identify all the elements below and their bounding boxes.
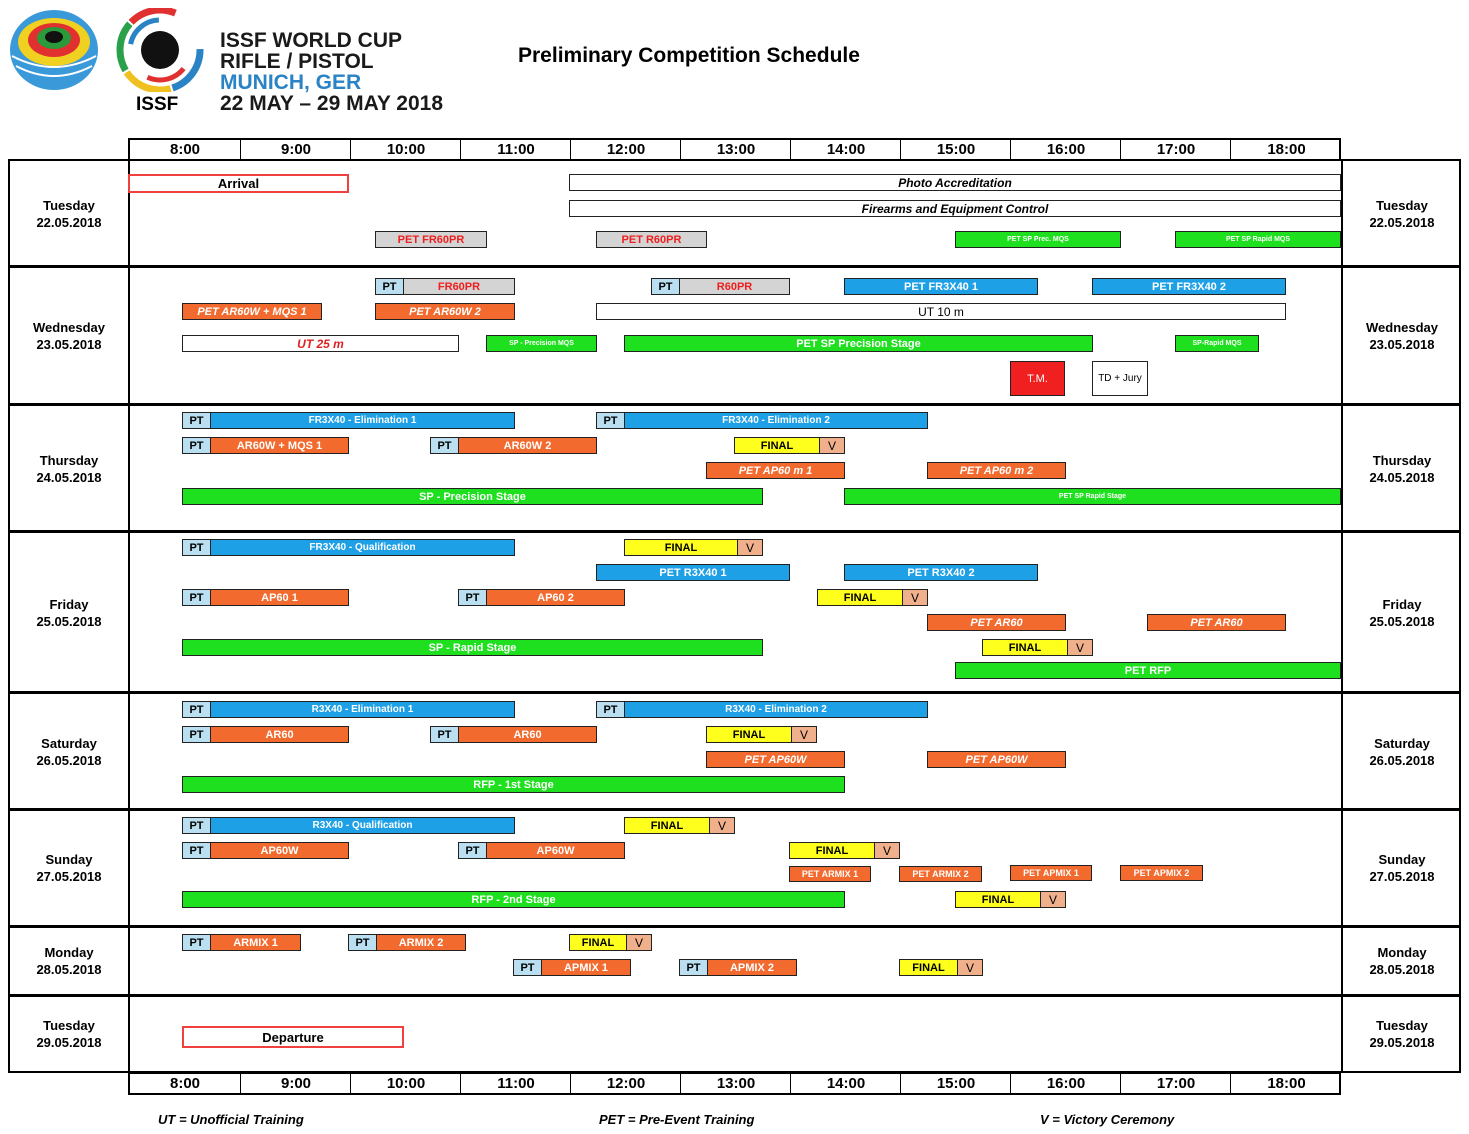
time-label: 14:00 (790, 1074, 901, 1093)
day-label: Sunday 27.05.2018 (36, 852, 102, 884)
time-label: 10:00 (350, 140, 461, 159)
day-label: Monday 28.05.2018 (1369, 945, 1435, 977)
event-block[interactable]: Departure (182, 1026, 404, 1048)
event-block[interactable]: PET SP Precision Stage (624, 335, 1093, 352)
event-block[interactable]: FINAL V (706, 726, 817, 743)
event-block[interactable]: PET R3X40 2 (844, 564, 1038, 581)
time-label: 15:00 (900, 140, 1011, 159)
issf-target-logo (8, 8, 100, 92)
event-block[interactable]: PT FR60PR (375, 278, 515, 295)
event-block[interactable]: T.M. (1010, 361, 1065, 396)
title-line: 22 MAY – 29 MAY 2018 (220, 92, 444, 115)
event-block[interactable]: PET AR60W + MQS 1 (182, 303, 322, 320)
event-block[interactable]: PET AP60W (706, 751, 845, 768)
day-label: Monday 28.05.2018 (36, 945, 102, 977)
event-block[interactable]: TD + Jury (1092, 361, 1148, 396)
legend-ut: UT = Unofficial Training (158, 1112, 304, 1127)
event-block[interactable]: PET AP60W (927, 751, 1066, 768)
event-block[interactable]: PET AR60 (1147, 614, 1286, 631)
event-block[interactable]: PT R60PR (651, 278, 790, 295)
event-block[interactable]: PT AP60W (182, 842, 349, 859)
day-label: Saturday 26.05.2018 (36, 736, 102, 768)
event-block[interactable]: PET AR60W 2 (375, 303, 515, 320)
event-block[interactable]: PET SP Rapid Stage (844, 488, 1341, 505)
time-label: 9:00 (240, 140, 351, 159)
event-block[interactable]: PET SP Prec. MQS (955, 231, 1121, 248)
event-block[interactable]: UT 25 m (182, 335, 459, 352)
issf-label: ISSF (136, 94, 179, 115)
event-block[interactable]: PT R3X40 - Qualification (182, 817, 515, 834)
event-block[interactable]: FINAL V (789, 842, 900, 859)
event-block[interactable]: SP - Rapid Stage (182, 639, 763, 656)
event-block[interactable]: Firearms and Equipment Control (569, 200, 1341, 217)
event-block[interactable]: Arrival (128, 174, 349, 193)
event-block[interactable]: PT ARMIX 1 (182, 934, 301, 951)
event-block[interactable]: PT AP60 1 (182, 589, 349, 606)
event-block[interactable]: PT AR60W + MQS 1 (182, 437, 349, 454)
time-label: 18:00 (1230, 140, 1342, 159)
time-label: 9:00 (240, 1074, 351, 1093)
event-block[interactable]: PT FR3X40 - Elimination 2 (596, 412, 928, 429)
event-block[interactable]: FINAL V (734, 437, 845, 454)
event-block[interactable]: PET R60PR (596, 231, 707, 248)
schedule-title: Preliminary Competition Schedule (518, 44, 860, 67)
event-block[interactable]: FINAL V (982, 639, 1093, 656)
day-label: Tuesday 22.05.2018 (36, 198, 102, 230)
event-block[interactable]: PET ARMIX 2 (899, 866, 982, 882)
time-label: 13:00 (680, 1074, 791, 1093)
day-label: Wednesday 23.05.2018 (32, 320, 105, 352)
event-block[interactable]: SP - Precision Stage (182, 488, 763, 505)
day-label: Thursday 24.05.2018 (1369, 453, 1435, 485)
event-block[interactable]: UT 10 m (596, 303, 1286, 320)
event-block[interactable]: PET AP60 m 1 (706, 462, 845, 479)
event-block[interactable]: PT AP60 2 (458, 589, 625, 606)
time-label: 8:00 (169, 1075, 201, 1092)
event-block[interactable]: FINAL V (624, 817, 735, 834)
day-label: Tuesday 22.05.2018 (1369, 198, 1435, 230)
event-block[interactable]: PT APMIX 1 (513, 959, 631, 976)
event-block[interactable]: PT AR60 (430, 726, 597, 743)
event-block[interactable]: FINAL V (955, 891, 1066, 908)
event-block[interactable]: SP - Precision MQS (486, 335, 597, 352)
title-line: ISSF WORLD CUP (220, 29, 402, 52)
event-block[interactable]: PT R3X40 - Elimination 1 (182, 701, 515, 718)
event-block[interactable]: PT AR60 (182, 726, 349, 743)
event-block[interactable]: PT AP60W (458, 842, 625, 859)
event-block[interactable]: PET ARMIX 1 (789, 866, 871, 882)
day-label: Tuesday 29.05.2018 (1369, 1018, 1435, 1050)
event-block[interactable]: FINAL V (899, 959, 983, 976)
event-block[interactable]: PET APMIX 1 (1010, 865, 1092, 881)
time-label: 11:00 (460, 140, 571, 159)
time-label: 18:00 (1230, 1074, 1342, 1093)
day-label: Friday 25.05.2018 (36, 597, 102, 629)
world-cup-logo (114, 8, 206, 92)
event-block[interactable]: PT FR3X40 - Qualification (182, 539, 515, 556)
event-block[interactable]: PT APMIX 2 (679, 959, 797, 976)
title-line: RIFLE / PISTOL (220, 50, 374, 73)
event-block[interactable]: PET R3X40 1 (596, 564, 790, 581)
time-label: 11:00 (460, 1074, 571, 1093)
day-label: Tuesday 29.05.2018 (36, 1018, 102, 1050)
day-label: Sunday 27.05.2018 (1369, 852, 1435, 884)
event-block[interactable]: Photo Accreditation (569, 174, 1341, 191)
time-label: 17:00 (1120, 1074, 1231, 1093)
event-block[interactable]: PT ARMIX 2 (348, 934, 466, 951)
event-title (220, 30, 443, 114)
time-axis-top (128, 138, 1341, 161)
time-label: 16:00 (1010, 140, 1121, 159)
event-block[interactable]: PET AP60 m 2 (927, 462, 1066, 479)
event-block[interactable]: PET AR60 (927, 614, 1066, 631)
time-axis-bottom (128, 1072, 1341, 1095)
event-block[interactable]: PET FR3X40 1 (844, 278, 1038, 295)
event-block[interactable]: PET RFP (955, 662, 1341, 679)
time-label: 12:00 (570, 1074, 681, 1093)
event-block[interactable]: RFP - 1st Stage (182, 776, 845, 793)
event-block[interactable]: PET FR60PR (375, 231, 487, 248)
title-line: MUNICH, GER (220, 71, 362, 94)
time-label: 8:00 (169, 141, 201, 158)
event-block[interactable]: PET APMIX 2 (1120, 865, 1203, 881)
event-block[interactable]: PT AR60W 2 (430, 437, 597, 454)
event-block[interactable]: FINAL V (624, 539, 763, 556)
event-block[interactable]: PET FR3X40 2 (1092, 278, 1286, 295)
time-label: 12:00 (570, 140, 681, 159)
day-label: Saturday 26.05.2018 (1369, 736, 1435, 768)
day-label: Thursday 24.05.2018 (36, 453, 102, 485)
event-block[interactable]: PT FR3X40 - Elimination 1 (182, 412, 515, 429)
event-block[interactable]: RFP - 2nd Stage (182, 891, 845, 908)
event-block[interactable]: PET SP Rapid MQS (1175, 231, 1341, 248)
time-label: 16:00 (1010, 1074, 1121, 1093)
time-label: 13:00 (680, 140, 791, 159)
legend-v: V = Victory Ceremony (1040, 1112, 1175, 1127)
event-block[interactable]: PT R3X40 - Elimination 2 (596, 701, 928, 718)
event-block[interactable]: FINAL V (569, 934, 652, 951)
time-label: 10:00 (350, 1074, 461, 1093)
time-label: 17:00 (1120, 140, 1231, 159)
time-label: 14:00 (790, 140, 901, 159)
day-label: Wednesday 23.05.2018 (1365, 320, 1438, 352)
event-block[interactable]: SP-Rapid MQS (1175, 335, 1259, 352)
legend-pet: PET = Pre-Event Training (599, 1112, 755, 1127)
day-label: Friday 25.05.2018 (1369, 597, 1435, 629)
event-block[interactable]: FINAL V (817, 589, 928, 606)
time-label: 15:00 (900, 1074, 1011, 1093)
